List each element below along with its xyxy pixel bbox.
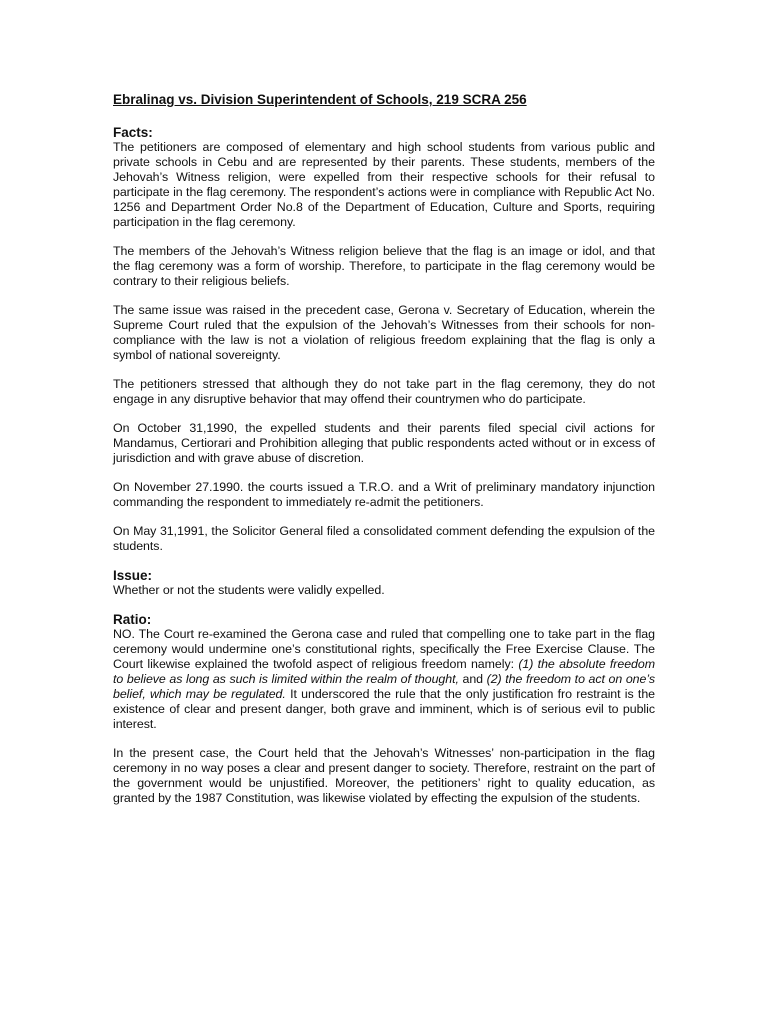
ratio-text-c: and	[458, 672, 487, 686]
ratio-italic-absolute-freedom: (1) the absolute freedom to believe as long as such is limited within the realm of thought,	[113, 657, 655, 686]
facts-paragraph-2: The members of the Jehovah’s Witness religion believe that the flag is an image or idol, and that the flag ceremony was a form of worship. Therefore, to participate in the flag ceremony would be contrary to their religious beliefs.	[113, 244, 655, 288]
facts-paragraph-5: On October 31,1990, the expelled students and their parents filed special civil actions for Mandamus, Certiorari and Prohibition alleging that public respondents acted without or in excess of jurisdiction and with grave abuse of discretion.	[113, 421, 655, 465]
case-title: Ebralinag vs. Division Superintendent of Schools, 219 SCRA 256	[113, 92, 527, 107]
ratio-paragraph-2: In the present case, the Court held that the Jehovah’s Witnesses’ non-participation in the flag ceremony in no way poses a clear and present danger to society. Therefore, restraint on the part of the government would be unjustified. Moreover, the petitioners’ right to quality education, as granted by the 1987 Constitution, was likewise violated by effecting the expulsion of the students.	[113, 746, 655, 805]
issue-heading: Issue:	[113, 568, 153, 583]
ratio-text-a: NO. The Court re-examined the Gerona case and ruled that compelling one to take part in the flag ceremony would undermine one’s constitutional rights, specifically the Free Exercise Clause. The Court likewise explained the twofold aspect of religious freedom namely:	[113, 627, 655, 671]
facts-paragraph-6: On November 27.1990. the courts issued a T.R.O. and a Writ of preliminary mandatory injunction commanding the respondent to immediately re-admit the petitioners.	[113, 480, 655, 509]
ratio-italic-freedom-to-act: (2) the freedom to act on one’s belief, which may be regulated.	[113, 672, 655, 701]
facts-paragraph-3: The same issue was raised in the precedent case, Gerona v. Secretary of Education, wherein the Supreme Court ruled that the expulsion of the Jehovah’s Witnesses from their schools for non-compliance with the law is not a violation of religious freedom explaining that the flag is only a symbol of national sovereignty.	[113, 303, 655, 362]
facts-paragraph-1: The petitioners are composed of elementary and high school students from various public and private schools in Cebu and are represented by their parents. These students, members of the Jehovah’s Witness religion, were expelled from their respective schools for their refusal to participate in the flag ceremony. The respondent’s actions were in compliance with Republic Act No. 1256 and Department Order No.8 of the Department of Education, Culture and Sports, requiring participation in the flag ceremony.	[113, 140, 655, 229]
ratio-paragraph-1	[113, 627, 655, 732]
facts-paragraph-4: The petitioners stressed that although they do not take part in the flag ceremony, they do not engage in any disruptive behavior that may offend their countrymen who do participate.	[113, 377, 655, 406]
ratio-text-e: It underscored the rule that the only justification fro restraint is the existence of clear and present danger, both grave and imminent, which is of serious evil to public interest.	[113, 687, 655, 731]
ratio-heading: Ratio:	[113, 612, 152, 627]
facts-heading: Facts:	[113, 125, 153, 140]
issue-paragraph: Whether or not the students were validly expelled.	[113, 583, 385, 597]
facts-paragraph-7: On May 31,1991, the Solicitor General filed a consolidated comment defending the expulsion of the students.	[113, 524, 655, 553]
